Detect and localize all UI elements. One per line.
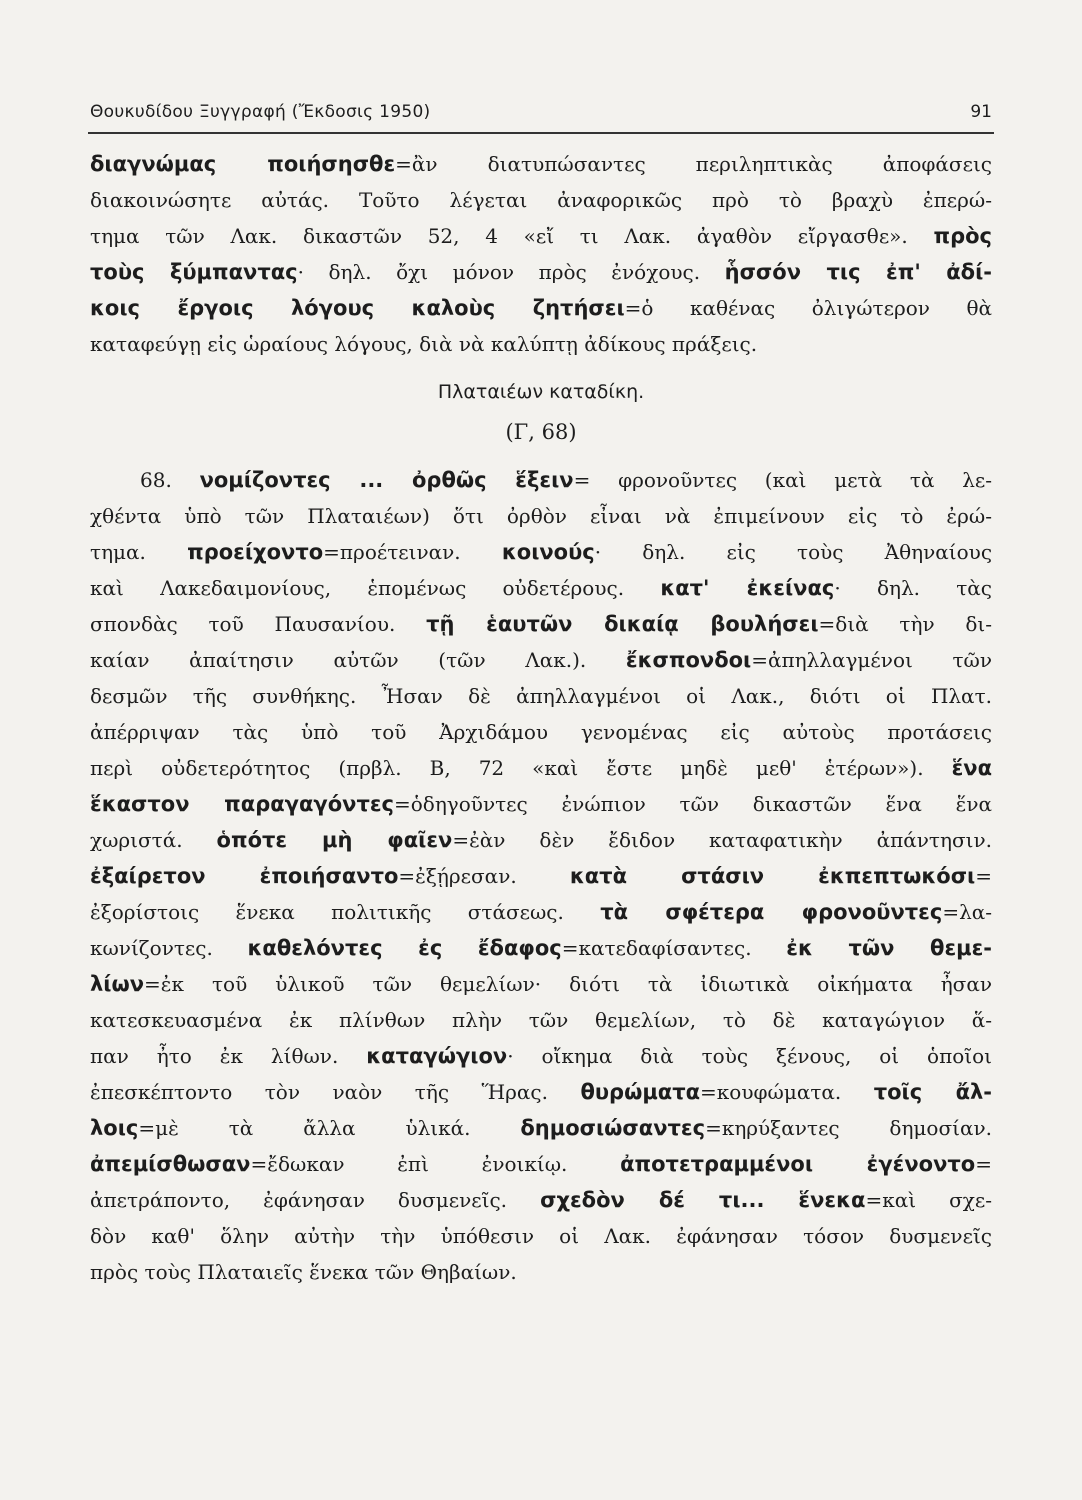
gloss: τημα.: [90, 540, 146, 564]
gloss: · δηλ. ὄχι μόνον πρὸς ἐνόχους.: [297, 260, 701, 284]
lemma: ἐκ τῶν θεμε-: [786, 936, 992, 960]
lemma: πρὸς: [933, 224, 992, 248]
lemma: τοῖς ἄλ-: [873, 1080, 992, 1104]
text-line: [90, 1110, 992, 1146]
gloss: =: [975, 864, 992, 888]
text-line: [90, 254, 992, 290]
text-line: [90, 498, 992, 534]
gloss: =κατεδαφίσαντες.: [561, 936, 752, 960]
running-title: Θουκυδίδου Ξυγγραφή (Ἔκδοσις 1950): [90, 102, 431, 122]
text-line: [90, 218, 992, 254]
gloss: δεσμῶν τῆς συνθήκης. Ἦσαν δὲ ἀπηλλαγμένοι οἱ Λακ., διότι οἱ Πλατ.: [90, 684, 992, 708]
paragraph-2: [90, 462, 992, 1290]
text-line: [90, 290, 992, 326]
gloss: = φρονοῦντες (καὶ μετὰ τὰ λε-: [573, 468, 992, 492]
section-heading: Πλαταιέων καταδίκη.: [437, 381, 645, 403]
gloss: =ἂν διατυπώσαντες περιληπτικὰς ἀποφάσεις: [395, 152, 992, 176]
text-line: [90, 1074, 992, 1110]
gloss: =καὶ σχε-: [865, 1188, 992, 1212]
text-line: [90, 606, 992, 642]
text-line: [90, 570, 992, 606]
lemma: καταγώγιον: [366, 1044, 508, 1068]
lemma: ἕκαστον παραγαγόντες: [90, 792, 394, 816]
gloss: πρὸς τοὺς Πλαταιεῖς ἕνεκα τῶν Θηβαίων.: [90, 1260, 517, 1284]
gloss: ἀπέρριψαν τὰς ὑπὸ τοῦ Ἀρχιδάμου γενομένας εἰς αὐτοὺς προτάσεις: [90, 720, 992, 744]
gloss: · δηλ. εἰς τοὺς Ἀθηναίους: [594, 540, 992, 564]
chapter-number: 68.: [140, 468, 172, 492]
gloss: χθέντα ὑπὸ τῶν Πλαταιέων) ὅτι ὀρθὸν εἶναι νὰ ἐπιμείνουν εἰς τὸ ἐρώ-: [90, 504, 992, 528]
lemma: τὰ σφέτερα φρονοῦντες: [600, 900, 943, 924]
text-line: [90, 966, 992, 1002]
lemma: ἔκσπονδοι: [625, 648, 752, 672]
gloss: · δηλ. τὰς: [834, 576, 992, 600]
text-line: [90, 1254, 992, 1290]
gloss: =ὁδηγοῦντες ἐνώπιον τῶν δικαστῶν ἕνα ἕνα: [393, 792, 992, 816]
gloss: =ὁ καθένας ὀλιγώτερον θὰ: [624, 296, 992, 320]
text-line: [90, 462, 992, 498]
text-line: [90, 822, 992, 858]
text-line: [90, 1146, 992, 1182]
gloss: ἐξορίστοις ἕνεκα πολιτικῆς στάσεως.: [90, 900, 564, 924]
text-line: [90, 930, 992, 966]
text-line: [90, 678, 992, 714]
gloss: κωνίζοντες.: [90, 936, 213, 960]
gloss: χωριστά.: [90, 828, 183, 852]
section-reference: (Γ, 68): [505, 420, 577, 444]
lemma: δημοσιώσαντες: [520, 1116, 706, 1140]
lemma: ἕνα: [951, 756, 992, 780]
gloss: ἐπεσκέπτοντο τὸν ναὸν τῆς Ἥρας.: [90, 1080, 548, 1104]
lemma: νομίζοντες ... ὀρθῶς ἕξειν: [199, 468, 574, 492]
lemma: λίων: [90, 972, 145, 996]
lemma: κοινούς: [501, 540, 595, 564]
text-line: [90, 146, 992, 182]
lemma: ὁπότε μὴ φαῖεν: [216, 828, 453, 852]
text-line: [90, 182, 992, 218]
lemma: τοὺς ξύμπαντας: [90, 260, 298, 284]
gloss: καὶ Λακεδαιμονίους, ἑπομένως οὐδετέρους.: [90, 576, 625, 600]
text-line: [90, 750, 992, 786]
gloss: =κουφώματα.: [700, 1080, 842, 1104]
gloss: =διὰ τὴν δι-: [818, 612, 992, 636]
text-line: [90, 894, 992, 930]
commentary-text: [90, 146, 992, 1290]
gloss: διακοινώσητε αὐτάς. Τοῦτο λέγεται ἀναφορικῶς πρὸ τὸ βραχὺ ἐπερώ-: [90, 188, 992, 212]
text-line: [90, 1002, 992, 1038]
gloss: =κηρύξαντες δημοσίαν.: [705, 1116, 992, 1140]
lemma: ἧσσόν τις ἐπ' ἀδί-: [724, 260, 992, 284]
lemma: ἀποτετραμμένοι ἐγένοντο: [620, 1152, 976, 1176]
page-number: 91: [970, 102, 992, 122]
gloss: δὸν καθ' ὅλην αὐτὴν τὴν ὑπόθεσιν οἱ Λακ. ἐφάνησαν τόσον δυσμενεῖς: [90, 1224, 992, 1248]
lemma: κατ' ἐκείνας: [660, 576, 835, 600]
gloss: τημα τῶν Λακ. δικαστῶν 52, 4 «εἴ τι Λακ. ἀγαθὸν εἴργασθε».: [90, 224, 908, 248]
text-line: [90, 1182, 992, 1218]
gloss: =λα-: [942, 900, 992, 924]
lemma: ἀπεμίσθωσαν: [90, 1152, 251, 1176]
lemma: λοις: [90, 1116, 139, 1140]
text-line: [90, 1218, 992, 1254]
gloss: · οἴκημα διὰ τοὺς ξένους, οἱ ὁποῖοι: [507, 1044, 992, 1068]
lemma: σχεδὸν δέ τι... ἕνεκα: [540, 1188, 866, 1212]
text-line: [90, 858, 992, 894]
gloss: κατεσκευασμένα ἐκ πλίνθων πλὴν τῶν θεμελίων, τὸ δὲ καταγώγιον ἅ-: [90, 1008, 992, 1032]
lemma: θυρώματα: [580, 1080, 701, 1104]
gloss: καταφεύγῃ εἰς ὡραίους λόγους, διὰ νὰ καλύπτῃ ἀδίκους πράξεις.: [90, 332, 758, 356]
gloss: =ἔδωκαν ἐπὶ ἐνοικίῳ.: [250, 1152, 568, 1176]
gloss: σπονδὰς τοῦ Παυσανίου.: [90, 612, 396, 636]
gloss: =ἐξῄρεσαν.: [398, 864, 517, 888]
gloss: =προέτειναν.: [323, 540, 461, 564]
lemma: κατὰ στάσιν ἐκπεπτωκόσι: [569, 864, 976, 888]
text-line: [90, 326, 992, 362]
gloss: περὶ οὐδετερότητος (πρβλ. Β, 72 «καὶ ἔστε μηδὲ μεθ' ἑτέρων»).: [90, 756, 924, 780]
text-line: [90, 714, 992, 750]
gloss: =: [975, 1152, 992, 1176]
lemma: ἐξαίρετον ἐποιήσαντο: [90, 864, 399, 888]
lemma: προείχοντο: [187, 540, 324, 564]
lemma: τῇ ἑαυτῶν δικαίᾳ βουλήσει: [426, 612, 819, 636]
text-line: [90, 1038, 992, 1074]
gloss: =ἀπηλλαγμένοι τῶν: [751, 648, 992, 672]
gloss: =μὲ τὰ ἄλλα ὑλικά.: [138, 1116, 471, 1140]
gloss: παν ἦτο ἐκ λίθων.: [90, 1044, 339, 1068]
lemma: κοις ἔργοις λόγους καλοὺς ζητήσει: [90, 296, 625, 320]
text-line: [90, 534, 992, 570]
lemma: διαγνώμας ποιήσησθε: [90, 152, 396, 176]
text-line: [90, 642, 992, 678]
gloss: ἀπετράποντο, ἐφάνησαν δυσμενεῖς.: [90, 1188, 508, 1212]
text-line: [90, 786, 992, 822]
gloss: καίαν ἀπαίτησιν αὐτῶν (τῶν Λακ.).: [90, 648, 587, 672]
paragraph-1: [90, 146, 992, 362]
gloss: =ἐὰν δὲν ἔδιδον καταφατικὴν ἀπάντησιν.: [452, 828, 992, 852]
running-head: [88, 100, 994, 134]
lemma: καθελόντες ἐς ἔδαφος: [247, 936, 562, 960]
gloss: =ἐκ τοῦ ὑλικοῦ τῶν θεμελίων· διότι τὰ ἰδιωτικὰ οἰκήματα ἦσαν: [144, 972, 992, 996]
